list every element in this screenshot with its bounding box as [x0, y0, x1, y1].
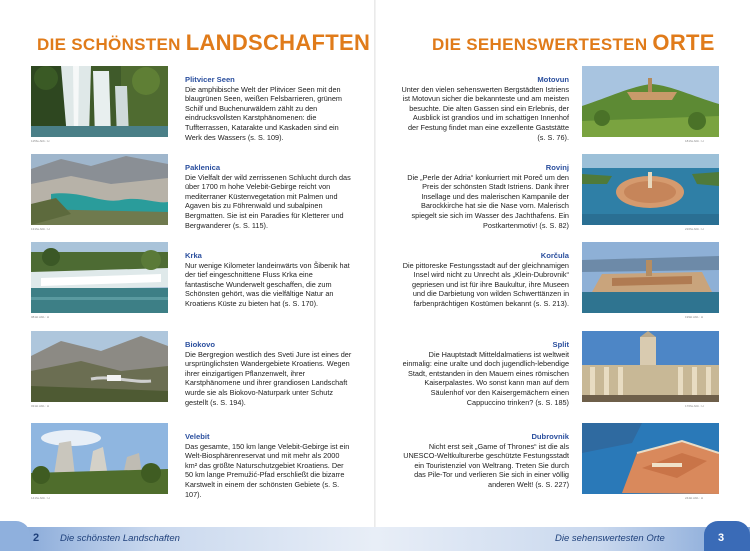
body-motovun: Unter den vielen sehenswerten Bergstädten Istriens ist Motovun sicher die bekannteste und am meisten besuchte. Die alten Gassen sind ein Erlebnis, der Ausblick ist grandios und im schattigen Innenhof der Festung findet man eine exzellente Gaststätte (s. S. 76). — [401, 84, 569, 142]
body-paklenica: Die Vielfalt der wild zerrissenen Schlucht durch das über 1700 m hohe Velebit-Gebirge reicht von mediterraner Küstenvegetation mit Palmen und Agaven bis zu Föhrenwald und subalpinen Bergmatten. Sie ist ein Paradies für Kletterer und Bergwanderer (s. S. 115). — [185, 172, 351, 230]
title-krka: Krka — [185, 251, 202, 260]
title-split: Split — [552, 340, 569, 349]
photo-motovun — [582, 66, 719, 137]
title-paklenica: Paklenica — [185, 163, 221, 172]
credit-dubrovnik: 244kt Abb.: H — [685, 496, 704, 500]
footer — [0, 527, 750, 551]
photo-dubrovnik — [582, 423, 719, 494]
text-krka — [185, 251, 353, 309]
credit-motovun: 181fw Abb.: H — [685, 139, 704, 143]
photo-split — [582, 331, 719, 402]
body-split: Die Hauptstadt Mitteldalmatiens ist weltweit einmalig: eine uralte und doch jugendlich-lebendige Stadt, entstanden in den Mauern eines römischen Kaiserpalastes. Wo sonst kann man auf dem Säulenhof vor den Kaisergemächern einen Cappuccino trinken? (s. S. 185) — [402, 349, 569, 407]
title-dubrovnik: Dubrovnik — [531, 432, 569, 441]
text-korcula — [401, 251, 569, 309]
title-rovinj: Rovinj — [545, 163, 569, 172]
title-plitvice: Plitvicer Seen — [185, 75, 235, 84]
body-velebit: Das gesamte, 150 km lange Velebit-Gebirge ist ein Welt-Biosphärenreservat und mit mehr als 2000 km² das größte Naturschutzgebiet Kroatiens. Der 50 km lange Premužić-Pfad erschließt die bizarre Karstwelt in einem der schönsten Gebiete (s. S. 107). — [185, 441, 350, 499]
photo-plitvice — [31, 66, 168, 137]
footer-right-title: Die sehenswertesten Orte — [555, 533, 665, 544]
body-plitvice: Die amphibische Welt der Plitvicer Seen mit den blaugrünen Seen, weißen Felsbarrieren, grünem Schilf und Buchenurwäldern zählt zu den eindrucksvollsten Karstphänomenen: die Tuffterrassen, Katarakte und Kaskaden sind ein Werk des Wassers (s. S. 109). — [185, 84, 342, 142]
right-page — [375, 0, 750, 551]
left-page-number: 2 — [33, 532, 40, 544]
body-korcula: Die pittoreske Festungsstadt auf der gleichnamigen Insel wird nicht zu Unrecht als „Klein-Dubrovnik“ gepriesen und ist für ihre Baukultur, ihre Museen und die Darbietung von wilden Schwerttänzen in farbenprächtigen Kostümen bekannt (s. S. 213). — [402, 260, 569, 308]
title-velebit: Velebit — [185, 432, 210, 441]
photo-krka — [31, 242, 168, 313]
text-dubrovnik — [401, 432, 569, 490]
left-heading-big: LANDSCHAFTEN — [185, 30, 371, 55]
photo-rovinj — [582, 154, 719, 225]
right-heading-small: DIE SEHENSWERTESTEN — [432, 35, 648, 54]
body-dubrovnik: Nicht erst seit „Game of Thrones“ ist die als UNESCO-Weltkulturerbe geschützte Festungsstadt ein Touristenziel von Weltrang. Treten Sie durch das Pile-Tor und verlieren Sie sich in einer völlig anderen Welt! (s. S. 227) — [403, 441, 569, 489]
credit-paklenica: 131fw Abb.: H — [31, 227, 50, 231]
footer-left-tab — [0, 521, 30, 551]
title-biokovo: Biokovo — [185, 340, 215, 349]
text-motovun — [401, 75, 569, 142]
photo-biokovo — [31, 331, 168, 402]
text-split — [401, 340, 569, 407]
text-rovinj — [401, 163, 569, 230]
footer-left-title: Die schönsten Landschaften — [60, 533, 180, 544]
credit-krka: 081kt Abb.: H — [31, 315, 50, 319]
credit-biokovo: 031kt Abb.: H — [31, 404, 50, 408]
credit-plitvice: 115fw Abb.: H — [31, 139, 50, 143]
right-page-number: 3 — [718, 532, 725, 544]
left-heading-small: DIE SCHÖNSTEN — [37, 35, 181, 54]
right-heading — [432, 32, 715, 54]
text-paklenica — [185, 163, 353, 230]
credit-velebit: 141fw Abb.: H — [31, 496, 50, 500]
credit-korcula: 199kt Abb.: H — [685, 315, 704, 319]
footer-right-tab — [704, 521, 750, 551]
photo-velebit — [31, 423, 168, 494]
title-korcula: Korčula — [540, 251, 569, 260]
credit-rovinj: 216fw Abb.: H — [685, 227, 704, 231]
body-biokovo: Die Bergregion westlich des Sveti Jure ist eines der ursprünglichsten Wandergebiete Kroatiens. Wegen ihrer einzigartigen Pflanzenwelt, ihrer Karstphänomene und ihrer grandiosen Landschaft wurde sie als Biokovo-Naturpark unter Schutz gestellt (s. S. 194). — [185, 349, 352, 407]
text-plitvice — [185, 75, 353, 142]
photo-korcula — [582, 242, 719, 313]
footer-left-band — [0, 527, 375, 551]
left-heading — [37, 32, 370, 54]
body-krka: Nur wenige Kilometer landeinwärts von Šibenik hat der tief eingeschnittene Fluss Krka eine fantastische Wunderwelt geschaffen, die zum Schönsten gehört, was die vielfältige Natur an Kroatiens Küste zu bieten hat (s. S. 170). — [185, 260, 350, 308]
body-rovinj: Die „Perle der Adria“ konkurriert mit Poreč um den Preis der schönsten Stadt Istriens. Dank ihrer Insellage und des malerischen Kampanile der Barockkirche hat sie die Nase vorn. Malerisch spiegelt sie sich im Wasser des Jachthafens. Ein Postkartenmotiv! (s. S. 82) — [407, 172, 569, 230]
right-heading-big: ORTE — [652, 30, 715, 55]
text-biokovo — [185, 340, 353, 407]
title-motovun: Motovun — [537, 75, 569, 84]
text-velebit — [185, 432, 353, 499]
credit-split: 176fw Abb.: H — [685, 404, 704, 408]
photo-paklenica — [31, 154, 168, 225]
